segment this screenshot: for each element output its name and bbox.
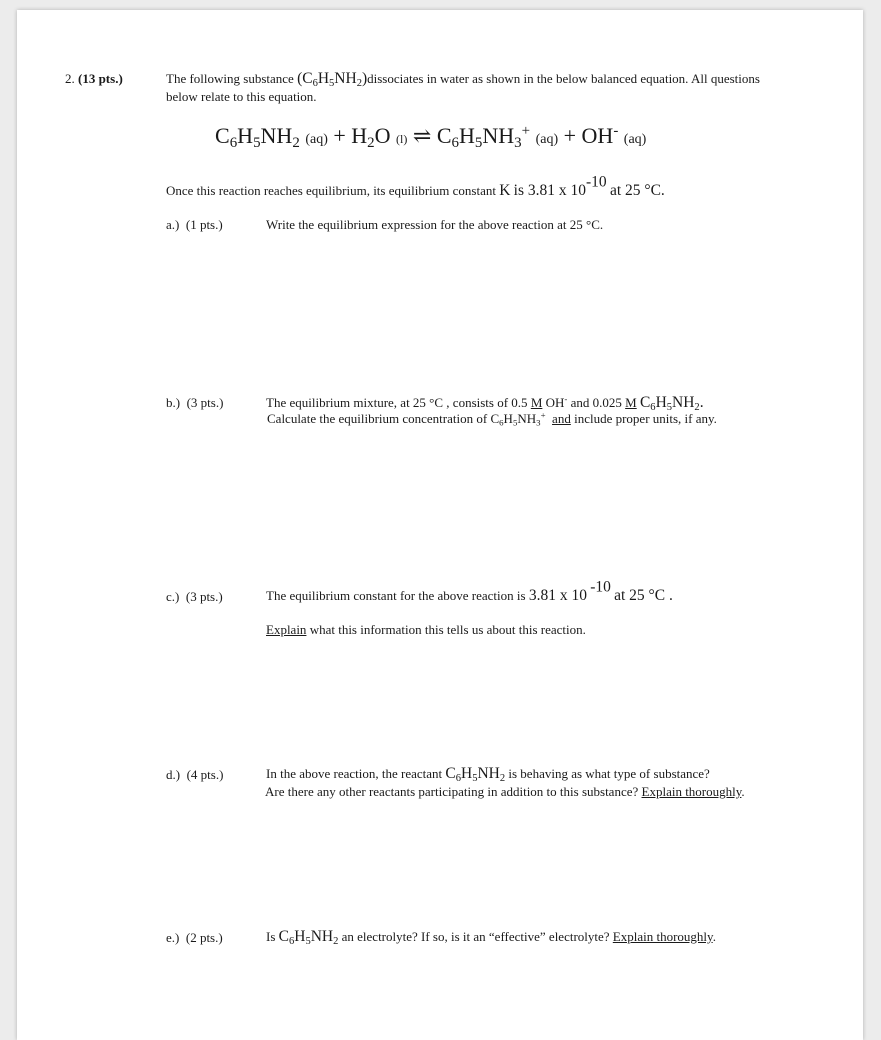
part-d-text-b: is behaving as what type of substance? — [508, 766, 710, 781]
part-d-label — [166, 766, 223, 784]
part-e-period: . — [712, 929, 716, 944]
part-b-ion-formula: $C_6H_5NH_3^+$ — [490, 410, 546, 428]
intro-line-2: below relate to this equation. — [166, 89, 317, 104]
part-a-letter: a.) — [166, 217, 180, 232]
part-b-text-a: The equilibrium mixture, at 25 °C , consists of 0.5 — [266, 395, 528, 410]
part-a-points: (1 pts.) — [185, 217, 223, 232]
intro-line-1 — [166, 70, 760, 88]
part-e-text-b: an electrolyte? If so, is it an “effective” electrolyte? — [341, 929, 610, 944]
intro-text-b: dissociates in water as shown in the below balanced equation. All questions — [367, 71, 760, 86]
part-b-letter: b.) — [166, 395, 181, 410]
balanced-equation — [215, 122, 647, 152]
part-d-period: . — [741, 784, 745, 799]
part-c-temperature: at 25 °C . — [614, 587, 673, 604]
part-d-line-1 — [266, 765, 710, 783]
equation-arrow: ⇌ — [412, 123, 432, 148]
equilibrium-text-a: Once this reaction reaches equilibrium, its equilibrium constant — [166, 183, 496, 198]
question-points: (13 pts.) — [78, 71, 123, 86]
part-d-line-2 — [265, 783, 745, 801]
part-d-formula: $C_6H_5NH_2$ — [445, 765, 506, 784]
equilibrium-value: is 3.81 x 10 — [513, 182, 587, 199]
equation-reactant-2: $H_2O$ — [351, 123, 391, 152]
part-e-line-1 — [266, 928, 716, 946]
part-c-explain: Explain — [266, 622, 307, 637]
part-b-line-2 — [267, 410, 717, 428]
equilibrium-k: K — [499, 182, 511, 199]
part-e-letter: e.) — [166, 930, 180, 945]
part-c-letter: c.) — [166, 589, 180, 604]
part-c-text-a: The equilibrium constant for the above reaction is — [266, 588, 526, 603]
part-c-line-1 — [266, 578, 673, 605]
part-b-text-c: and 0.025 — [570, 395, 622, 410]
equation-reactant-1: $C_6H_5NH_2$ — [215, 123, 300, 152]
equation-product-1: $C_6H_5NH_3^+$ — [436, 122, 531, 152]
part-e-points: (2 pts.) — [185, 930, 223, 945]
intro-formula: $(C_6H_5NH_2)$ — [297, 70, 368, 89]
part-d-letter: d.) — [166, 767, 181, 782]
part-b-text-d: Calculate the equilibrium concentration of — [267, 411, 488, 426]
equilibrium-temperature: at 25 °C. — [609, 182, 665, 199]
question-header — [65, 70, 123, 88]
question-number: 2. — [65, 71, 75, 86]
part-e-text-a: Is — [266, 929, 276, 944]
equation-product-1-state: (aq) — [535, 132, 559, 147]
equation-reactant-2-state: (l) — [396, 132, 408, 146]
part-d-points: (4 pts.) — [186, 767, 224, 782]
part-d-text-a: In the above reaction, the reactant — [266, 766, 443, 781]
part-d-explain: Explain thoroughly — [641, 784, 742, 799]
part-e-formula: $C_6H_5NH_2$ — [278, 928, 339, 947]
part-b-points: (3 pts.) — [186, 395, 224, 410]
part-b-text-e: include proper units, if any. — [574, 411, 717, 426]
equilibrium-exponent: -10 — [586, 173, 607, 191]
part-b-label — [166, 394, 223, 412]
part-c-value: 3.81 x 10 — [528, 587, 587, 604]
part-c-label — [166, 588, 223, 606]
equation-plus-1: + — [333, 123, 346, 148]
part-c-points: (3 pts.) — [185, 589, 223, 604]
part-a-text: Write the equilibrium expression for the above reaction at 25 °C. — [266, 217, 604, 232]
part-b-molar-1: M — [530, 395, 543, 410]
part-b-and: and — [552, 411, 571, 426]
part-c-line-2 — [266, 621, 586, 639]
equation-plus-2: + — [563, 123, 577, 148]
part-e-label — [166, 929, 223, 947]
part-a-label — [166, 216, 223, 234]
part-d-text-c: Are there any other reactants participating in addition to this substance? — [265, 784, 639, 799]
part-b-hydroxide: OH — [545, 395, 565, 410]
part-c-text-b: what this information this tells us about this reaction. — [309, 622, 586, 637]
intro-text-a: The following substance — [166, 71, 294, 86]
part-c-exponent: -10 — [590, 578, 611, 596]
equation-product-2-state: (aq) — [623, 132, 647, 147]
part-b-molar-2: M — [625, 395, 637, 410]
part-b-formula: $C_6H_5NH_2$. — [639, 394, 704, 413]
part-e-explain: Explain thoroughly — [612, 929, 713, 944]
equation-reactant-1-state: (aq) — [305, 132, 328, 147]
part-b-line-1: The equilibrium mixture, at 25 °C , consists of 0.5 M OH- and 0.025 M $C_6H_5NH_2$. — [266, 394, 704, 413]
equation-product-2: OH- — [581, 122, 619, 148]
equilibrium-line — [166, 173, 665, 200]
document-page — [17, 10, 863, 1040]
